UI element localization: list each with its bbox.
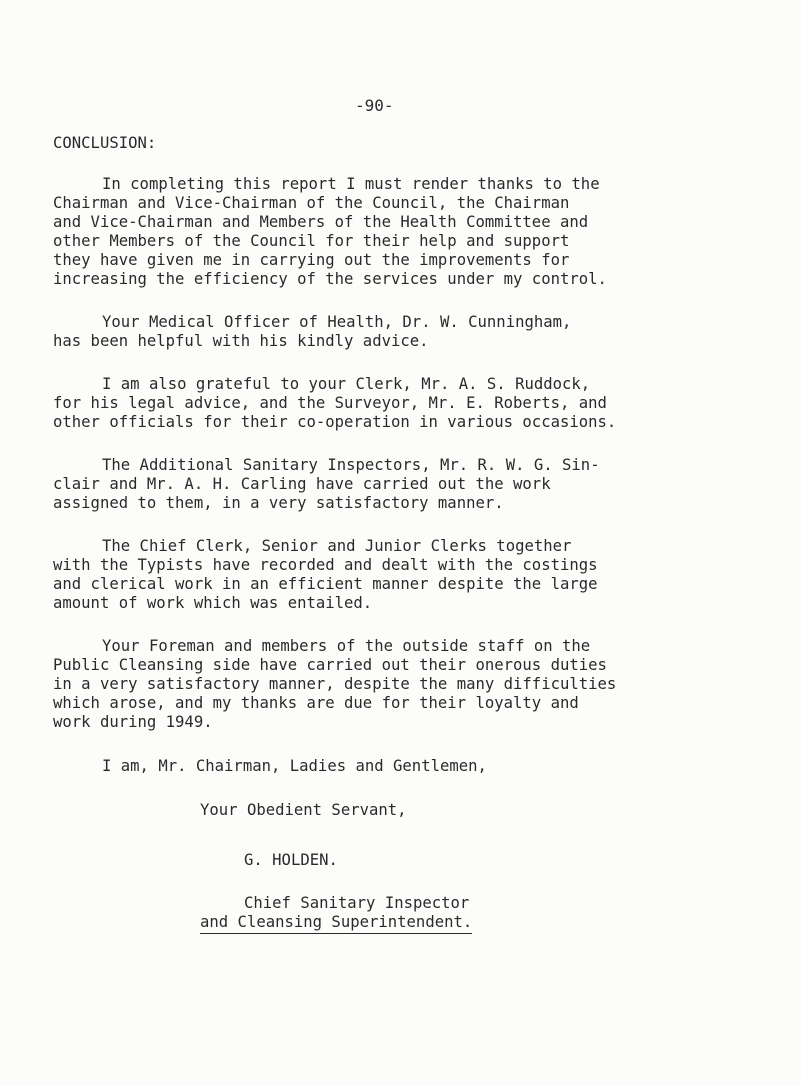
text-line: Public Cleansing side have carried out their onerous duties (53, 656, 607, 674)
text-line: which arose, and my thanks are due for their loyalty and (53, 694, 579, 712)
text-line: increasing the efficiency of the services under my control. (53, 270, 607, 288)
text-line: The Additional Sanitary Inspectors, Mr. R. W. G. Sin- (102, 456, 600, 474)
signatory-title: Chief Sanitary Inspector (244, 894, 470, 912)
page-number: -90- (355, 96, 394, 115)
text-line: The Chief Clerk, Senior and Junior Clerks together (102, 537, 572, 555)
text-line: has been helpful with his kindly advice. (53, 332, 429, 350)
text-line: clair and Mr. A. H. Carling have carried out the work (53, 475, 551, 493)
text-line: and clerical work in an efficient manner despite the large (53, 575, 598, 593)
text-line: Your Foreman and members of the outside staff on the (102, 637, 591, 655)
text-line: and Vice-Chairman and Members of the Health Committee and (53, 213, 589, 231)
text-line: in a very satisfactory manner, despite the many difficulties (53, 675, 617, 693)
text-line: for his legal advice, and the Surveyor, Mr. E. Roberts, and (53, 394, 607, 412)
text-line: amount of work which was entailed. (53, 594, 373, 612)
signatory: G. HOLDEN. (244, 851, 338, 869)
text-line: I am also grateful to your Clerk, Mr. A. S. Ruddock, (102, 375, 591, 393)
signatory-title-underlined: and Cleansing Superintendent. (200, 912, 472, 934)
text-line: In completing this report I must render thanks to the (102, 175, 600, 193)
text-line: they have given me in carrying out the improvements for (53, 251, 570, 269)
section-heading: CONCLUSION: (53, 134, 157, 152)
text-line: work during 1949. (53, 713, 213, 731)
text-line: Your Medical Officer of Health, Dr. W. Cunningham, (102, 313, 572, 331)
text-line: with the Typists have recorded and dealt with the costings (53, 556, 598, 574)
valediction: Your Obedient Servant, (200, 801, 407, 819)
text-line: Chairman and Vice-Chairman of the Council, the Chairman (53, 194, 570, 212)
text-line: assigned to them, in a very satisfactory manner. (53, 494, 504, 512)
salutation: I am, Mr. Chairman, Ladies and Gentlemen, (102, 757, 487, 775)
text-line: other officials for their co-operation in various occasions. (53, 413, 617, 431)
text-line: other Members of the Council for their help and support (53, 232, 570, 250)
